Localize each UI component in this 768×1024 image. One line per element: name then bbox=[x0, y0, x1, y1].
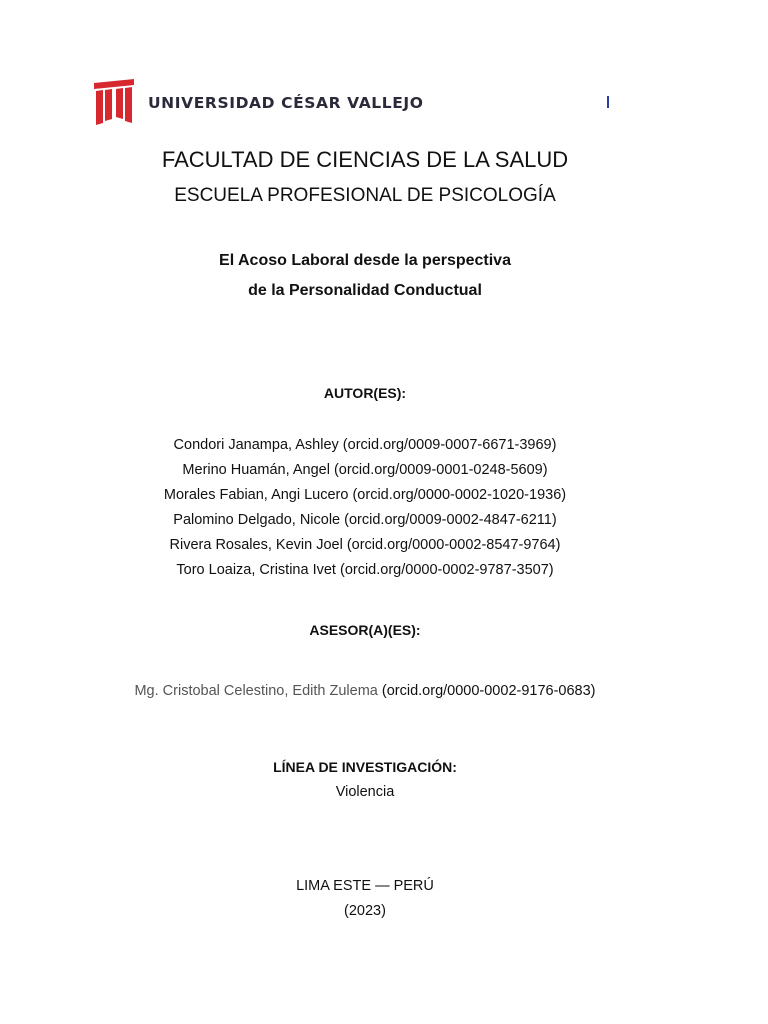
advisor-orcid: (orcid.org/0000-0002-9176-0683) bbox=[381, 683, 596, 699]
advisor-line bbox=[0, 683, 730, 699]
author-item: Rivera Rosales, Kevin Joel (orcid.org/0000-0002-8547-9764) bbox=[169, 537, 561, 553]
author-item: Condori Janampa, Ashley (orcid.org/0009-0007-6671-3969) bbox=[173, 437, 557, 453]
city-country: LIMA ESTE — PERÚ bbox=[296, 878, 434, 894]
text-cursor-mark bbox=[607, 96, 609, 108]
authors-list bbox=[0, 433, 730, 583]
faculty-heading: FACULTAD DE CIENCIAS DE LA SALUD bbox=[161, 147, 569, 172]
authors-label: AUTOR(ES): bbox=[323, 385, 407, 401]
university-name: UNIVERSIDAD CÉSAR VALLEJO bbox=[148, 94, 424, 112]
author-item: Toro Loaiza, Cristina Ivet (orcid.org/0000-0002-9787-3507) bbox=[176, 562, 554, 578]
ucv-shield-icon bbox=[94, 79, 134, 127]
author-item: Palomino Delgado, Nicole (orcid.org/0009-0002-4847-6211) bbox=[173, 512, 557, 528]
advisors-label: ASESOR(A)(ES): bbox=[309, 622, 421, 638]
thesis-title-line-2: de la Personalidad Conductual bbox=[248, 282, 482, 299]
thesis-title bbox=[0, 246, 730, 306]
university-logo bbox=[94, 79, 424, 127]
school-heading: ESCUELA PROFESIONAL DE PSICOLOGÍA bbox=[174, 185, 556, 206]
thesis-title-line-1: El Acoso Laboral desde la perspectiva bbox=[219, 252, 511, 269]
research-line-label: LÍNEA DE INVESTIGACIÓN: bbox=[273, 759, 457, 775]
advisor-name: Mg. Cristobal Celestino, Edith Zulema bbox=[134, 683, 378, 699]
year: (2023) bbox=[344, 903, 386, 919]
research-line-value: Violencia bbox=[335, 784, 395, 800]
author-item: Morales Fabian, Angi Lucero (orcid.org/0000-0002-1020-1936) bbox=[163, 487, 567, 503]
author-item: Merino Huamán, Angel (orcid.org/0009-0001-0248-5609) bbox=[182, 462, 548, 478]
